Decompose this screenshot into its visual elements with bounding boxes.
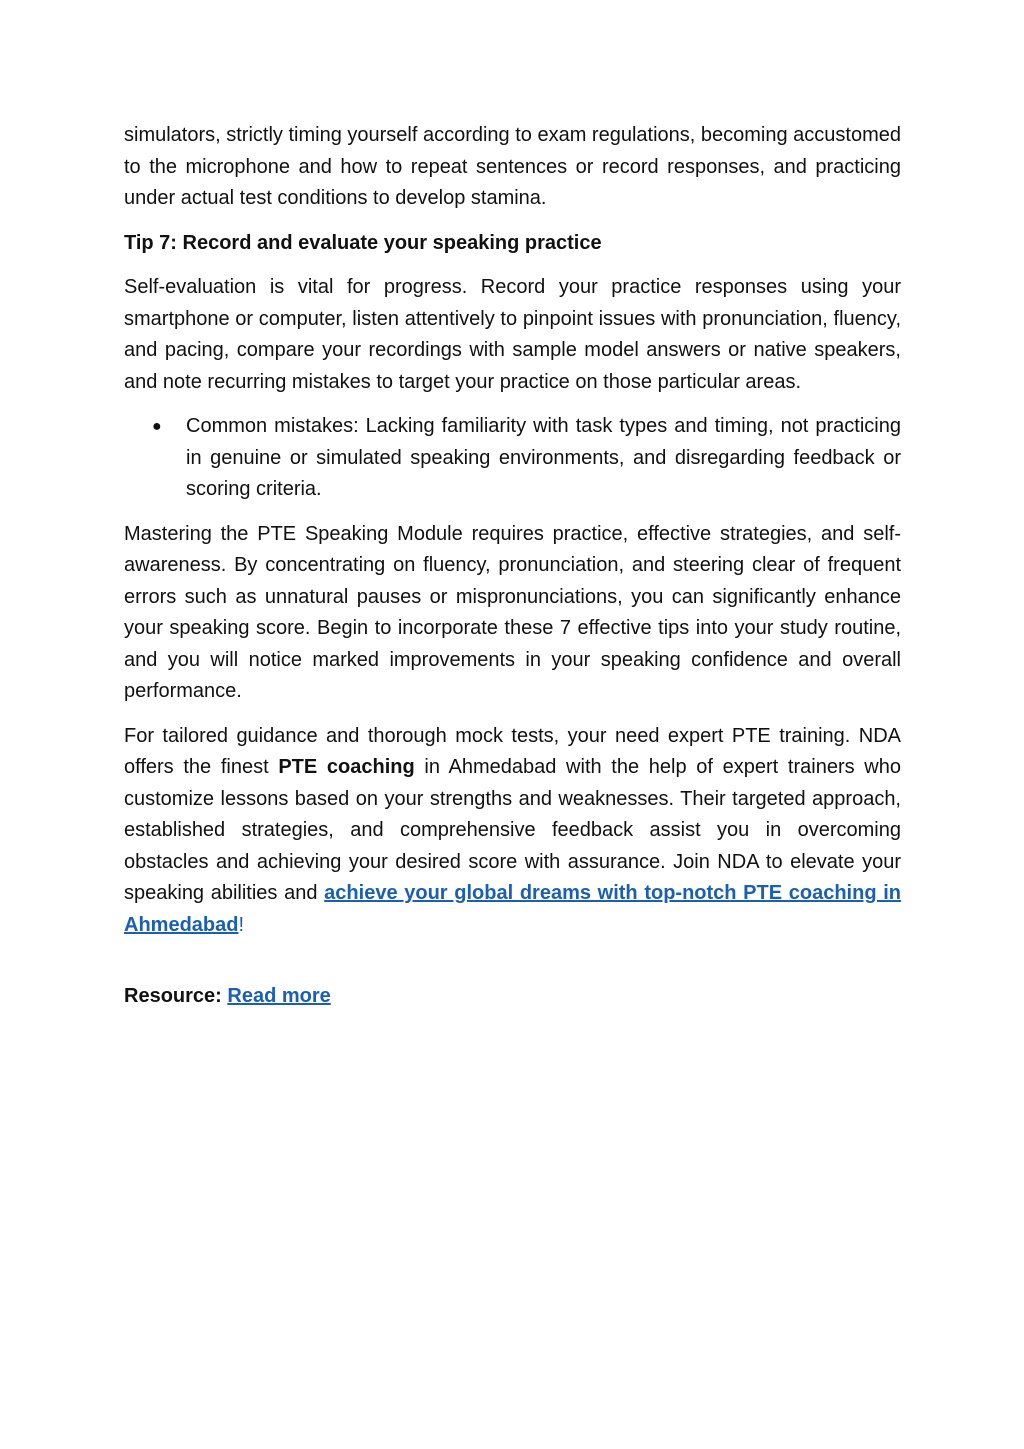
resource-label: Resource: [124,985,222,1007]
bullet-text: Common mistakes: Lacking familiarity with task types and timing, not practicing in genuine or simulated speaking environments, and disregarding feedback or scoring criteria. [186,415,901,500]
resource-line [124,981,901,1013]
exclamation: ! [238,913,245,936]
paragraph-simulators: simulators, strictly timing yourself according to exam regulations, becoming accustomed to the microphone and how to repeat sentences or record responses, and practicing under actual test conditions to develop stamina. [124,124,901,209]
bullet-icon: ● [152,418,162,435]
paragraph-text-1: For tailored guidance and thorough mock tests, your need expert PTE training. NDA offers the finest [124,724,901,778]
tip7-heading: Tip 7: Record and evaluate your speaking practice [124,231,602,254]
paragraph-text-2: in Ahmedabad with the help of expert trainers who customize lessons based on your strengths and weaknesses. Their targeted approach, established strategies, and comprehensive feedback assist you in overcoming obstacles and achieving your desired score with assurance. Join NDA to elevate your speaking abilities and [124,756,901,904]
bullet-list [124,411,901,506]
paragraph-tailored-guidance [124,721,901,942]
paragraph-self-evaluation: Self-evaluation is vital for progress. Record your practice responses using your smartphone or computer, listen attentively to pinpoint issues with pronunciation, fluency, and pacing, compare your recordings with sample model answers or native speakers, and note recurring mistakes to target your practice on those particular areas. [124,276,901,393]
pte-coaching-bold: PTE coaching [278,756,415,778]
global-dreams-link[interactable]: achieve your global dreams with top-notch PTE coaching in Ahmedabad [124,882,901,936]
document-page [124,120,901,1026]
paragraph-mastering: Mastering the PTE Speaking Module requires practice, effective strategies, and self-awareness. By concentrating on fluency, pronunciation, and steering clear of frequent errors such as unnatural pauses or mispronunciations, you can significantly enhance your speaking score. Begin to incorporate these 7 effective tips into your study routine, and you will notice marked improvements in your speaking confidence and overall performance. [124,522,901,702]
list-item [152,411,901,506]
read-more-link[interactable]: Read more [227,985,331,1007]
